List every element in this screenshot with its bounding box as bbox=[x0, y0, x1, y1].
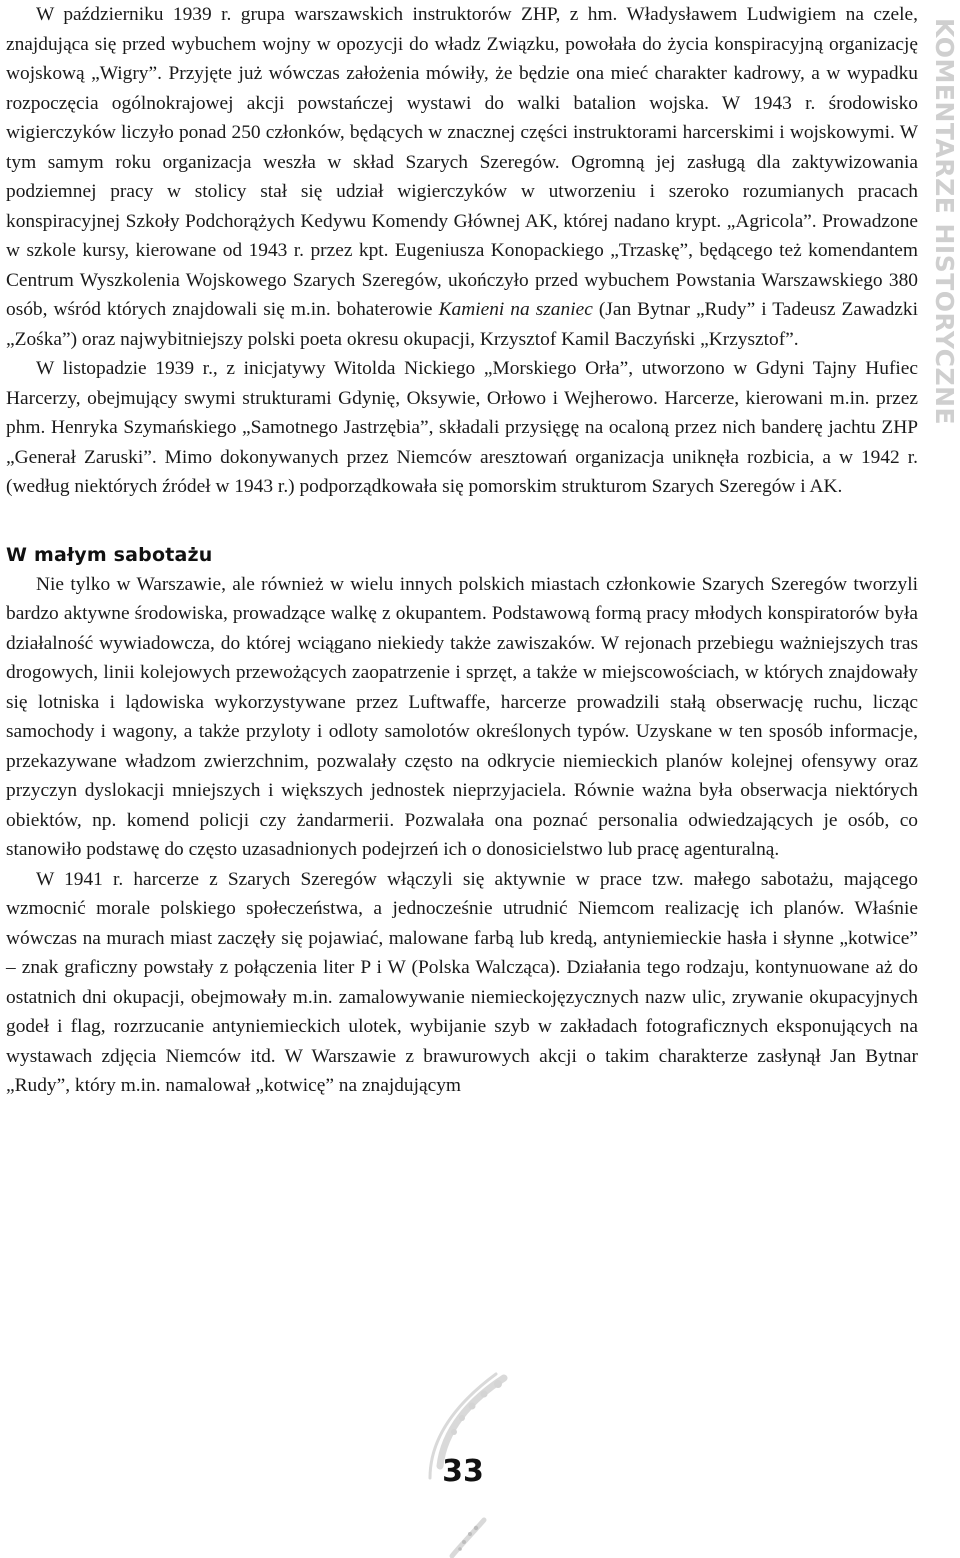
paragraph-intelligence: Nie tylko w Warszawie, ale również w wielu innych polskich miastach członkowie Szarych Szeregów tworzyli bardzo aktywne środowiska, prowadzące walkę z okupantem. Podstawową formą pracy młodych konspiratorów była działalność wywiadowcza, do której wciągano niekiedy także zawiszaków. W rejonach przebiegu ważniejszych tras drogowych, linii kolejowych przewożących zaopatrzenie i sprzęt, a także w miejscowościach, w których znajdowały się lotniska i lądowiska wykorzystywane przez Luftwaffe, harcerze prowadzili stałą obserwację ruchu, licząc samochody i wagony, a także przyloty i odloty samolotów określonych typów. Uzyskane w ten sposób informacje, przekazywane władzom zwierzchnim, pozwalały często na odkrycie niemieckich planów kolejnej ofensywy oraz przyczyn dyslokacji mniejszych i większych jednostek nieprzyjaciela. Równie ważna była obserwacja niektórych obiektów, np. komend policji czy żandarmerii. Pozwalała ona poznać personalia odwiedzających je osób, co stanowiło podstawę do często uzasadnionych podejrzeń ich o donosicielstwo lub pracę agenturalną. bbox=[6, 573, 918, 860]
page-number-area bbox=[400, 1370, 530, 1558]
side-label bbox=[928, 18, 958, 758]
section-heading: W małym sabotażu bbox=[6, 543, 213, 566]
paragraph-wigry bbox=[6, 0, 918, 354]
main-text-column bbox=[6, 0, 918, 1101]
paragraph-sabotage: W 1941 r. harcerze z Szarych Szeregów włączyli się aktywnie w prace tzw. małego sabotażu, mającego wzmocnić morale polskiego społeczeństwa, a jednocześnie utrudnić Niemcom realizację ich planów. Właśnie wówczas na murach miast zaczęły się pojawiać, malowane farbą lub kredą, antyniemieckie hasła i słynne „kotwice” – znak graficzny powstały z połączenia liter P i W (Polska Walcząca). Działania tego rodzaju, kontynuowane aż do ostatnich dni okupacji, obejmowały m.in. zamalowywanie niemieckojęzycznych nazw ulic, zrywanie okupacyjnych godeł i flag, rozrzucanie antyniemieckich ulotek, wybijanie szyb w zakładach fotograficznych eksponujących na wystawach zdjęcia Niemców itd. W Warszawie z brawurowych akcji o takim charakterze zasłynął Jan Bytnar „Rudy”, który m.in. namalował „kotwicę” na znajdującym bbox=[6, 868, 918, 1096]
page-number: 33 bbox=[442, 1454, 484, 1489]
book-title: Kamieni na szaniec bbox=[438, 299, 593, 320]
paragraph-gdynia: W listopadzie 1939 r., z inicjatywy Witolda Nickiego „Morskiego Orła”, utworzono w Gdyni Tajny Hufiec Harcerzy, obejmujący swymi strukturami Gdynię, Oksywie, Orłowo i Wejherowo. Harcerze, kierowani m.in. przez phm. Henryka Szymańskiego „Samotnego Jastrzębia”, składali przysięgę na ocaloną przez nich banderę jachtu ZHP „Generał Zaruski”. Mimo dokonywanych przez Niemców aresztowań organizacja uniknęła rozbicia, a w 1942 r. (według niektórych źródeł w 1943 r.) podporządkowała się pomorskim strukturom Szarych Szeregów i AK. bbox=[6, 358, 918, 497]
paragraph-wigry-text: W październiku 1939 r. grupa warszawskich instruktorów ZHP, z hm. Władysławem Ludwigiem na czele, znajdująca się przed wybuchem wojny w opozycji do władz Związku, powołała do życia konspiracyjną organizację wojskową „Wigry”. Przyjęte już wówczas założenia mówiły, że będzie ona mieć charakter kadrowy, a w wypadku rozpoczęcia ogólnokrajowej akcji powstańczej wystawi do walki batalion wojska. W 1943 r. środowisko wigierczyków liczyło ponad 250 członków, będących w znacznej części instruktorami harcerskimi i wojskowymi. W tym samym roku organizacja weszła w skład Szarych Szeregów. Ogromną jej zasługą dla zaktywizowania podziemnej pracy w stolicy stał się udział wigierczyków w utworzeniu i szeroko rozumianych pracach konspiracyjnej Szkoły Podchorążych Kedywu Komendy Głównej AK, której nadano krypt. „Agricola”. Prowadzone w szkole kursy, kierowane od 1943 r. przez kpt. Eugeniusza Konopackiego „Trzaskę”, będącego też komendantem Centrum Wyszkolenia Wojskowego Szarych Szeregów, ukończyło przed wybuchem Powstania Warszawskiego 380 osób, wśród których znajdowali się m.in. bohaterowie bbox=[6, 4, 918, 320]
paragraph-wigry-tail: (Jan Bytnar „Rudy” i Tadeusz Zawadzki „Zośka”) oraz najwybitniejszy polski poeta okresu okupacji, Krzysztof Kamil Baczyński „Krzysztof”. bbox=[6, 299, 918, 350]
side-label-text: KOMENTARZE HISTORYCZNE bbox=[930, 18, 959, 426]
